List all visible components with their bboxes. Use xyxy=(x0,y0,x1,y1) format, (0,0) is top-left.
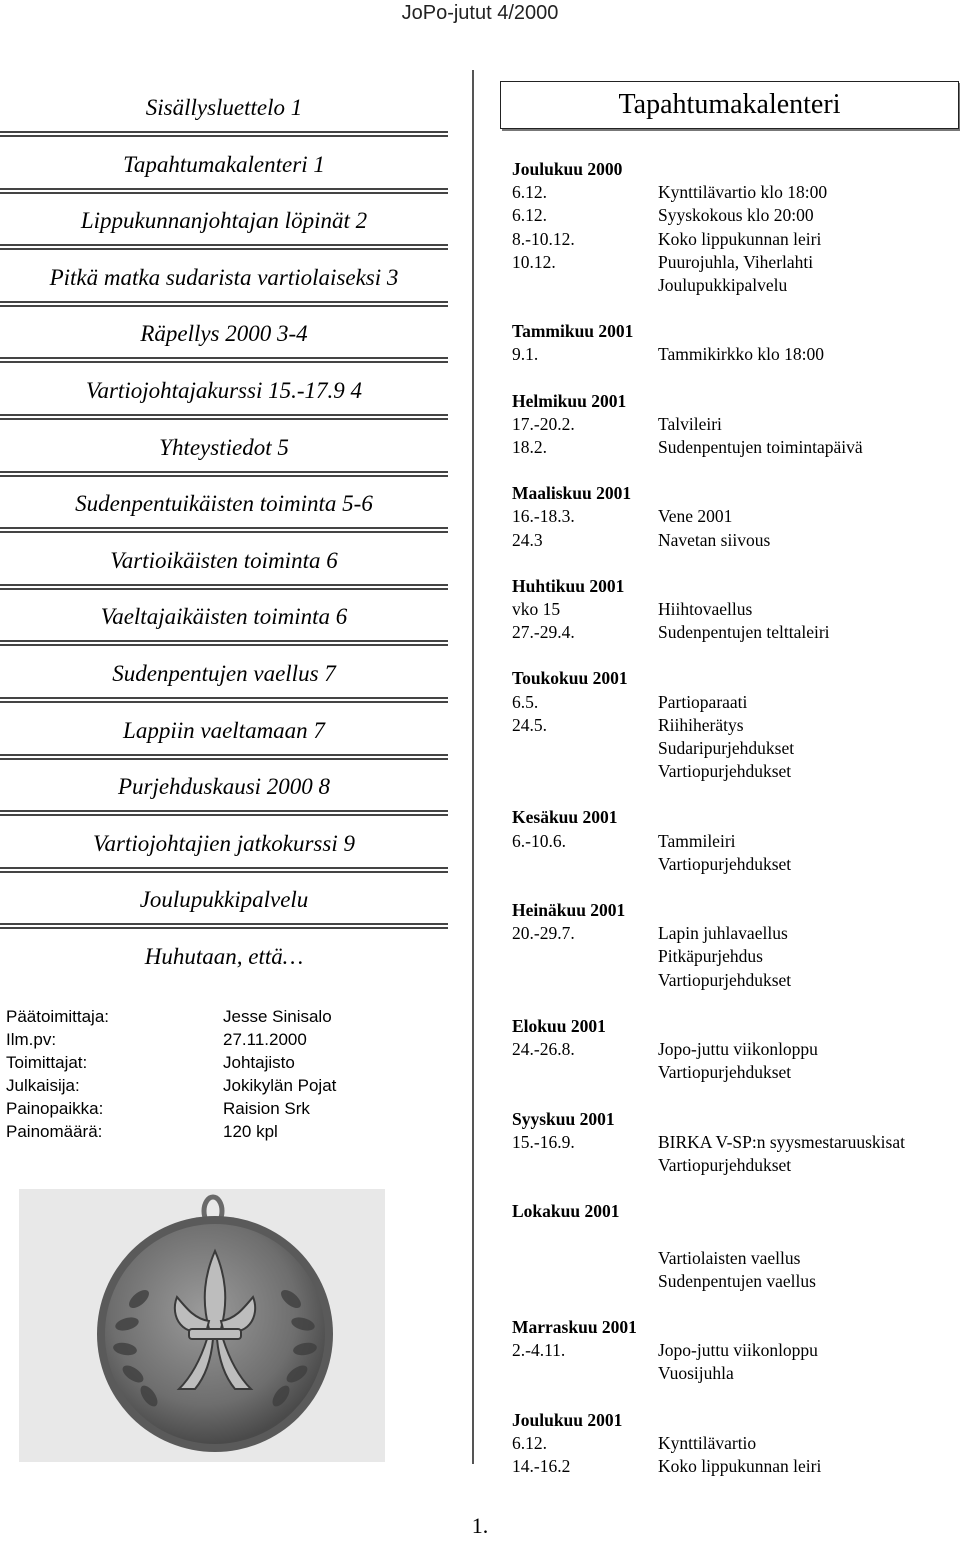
event-row xyxy=(512,274,958,297)
event-name: Vene 2001 xyxy=(658,506,733,527)
event-row xyxy=(512,1131,958,1154)
event-date: vko 15 xyxy=(512,599,561,620)
event-name: Hiihtovaellus xyxy=(658,599,753,620)
month-heading: Heinäkuu 2001 xyxy=(512,900,626,921)
toc-entry: Huhutaan, että… xyxy=(144,944,304,969)
event-name: Navetan siivous xyxy=(658,529,771,550)
event-name: Jopo-juttu viikonloppu xyxy=(658,1039,818,1060)
toc-divider xyxy=(0,867,448,873)
imprint-row xyxy=(6,1028,446,1051)
event-date: 14.-16.2 xyxy=(512,1455,571,1476)
toc-divider xyxy=(0,640,448,646)
month-heading: Maaliskuu 2001 xyxy=(512,483,632,504)
month-heading: Toukokuu 2001 xyxy=(512,668,628,689)
month-block xyxy=(512,575,958,645)
event-row xyxy=(512,204,958,227)
event-date: 18.2. xyxy=(512,437,547,458)
event-name: Kynttilävartio xyxy=(658,1432,757,1453)
toc-divider xyxy=(0,188,448,194)
column-divider xyxy=(472,70,474,1464)
event-name: Vartiopurjehdukset xyxy=(658,853,792,874)
page-number: 1. xyxy=(471,1513,489,1538)
event-row xyxy=(512,529,958,552)
event-row xyxy=(512,181,958,204)
event-name xyxy=(658,1223,958,1246)
month-block xyxy=(512,158,958,297)
toc-divider xyxy=(0,131,448,137)
event-date xyxy=(512,1362,658,1385)
event-name: Partioparaati xyxy=(658,691,748,712)
month-heading: Elokuu 2001 xyxy=(512,1015,606,1036)
event-row xyxy=(512,853,958,876)
event-name: Vartiopurjehdukset xyxy=(658,1154,792,1175)
event-name: Lapin juhlavaellus xyxy=(658,923,788,944)
event-name: Jopo-juttu viikonloppu xyxy=(658,1340,818,1361)
event-name: BIRKA V-SP:n syysmestaruuskisat xyxy=(658,1131,905,1152)
event-date xyxy=(512,969,658,992)
event-row xyxy=(512,1270,958,1293)
event-date xyxy=(512,945,658,968)
imprint-value: Jokikylän Pojat xyxy=(223,1076,337,1095)
page-header: JoPo-jutut 4/2000 xyxy=(401,2,559,24)
event-name: Talvileiri xyxy=(658,413,722,434)
event-date: 2.-4.11. xyxy=(512,1340,566,1361)
event-row xyxy=(512,621,958,644)
imprint-value: 27.11.2000 xyxy=(223,1030,307,1049)
toc-entry: Joulupukkipalvelu xyxy=(139,887,309,913)
event-date xyxy=(512,274,658,297)
event-date: 6.5. xyxy=(512,691,539,712)
event-row xyxy=(512,505,958,528)
toc-entry: Vartiojohtajakurssi 15.-17.9 4 xyxy=(85,378,362,403)
toc-entry: Vartioikäisten toiminta 6 xyxy=(110,547,338,573)
month-block xyxy=(512,899,958,992)
event-row xyxy=(512,969,958,992)
imprint-label: Painopaikka: xyxy=(6,1099,104,1118)
toc-entry: Vaeltajaikäisten toiminta 6 xyxy=(100,604,348,630)
imprint-label: Ilm.pv: xyxy=(6,1030,57,1049)
imprint-label: Julkaisija: xyxy=(6,1076,80,1095)
event-name: Koko lippukunnan leiri xyxy=(658,228,822,249)
event-date: 8.-10.12. xyxy=(512,228,575,249)
event-name: Vartiopurjehdukset xyxy=(658,1062,792,1083)
event-date: 16.-18.3. xyxy=(512,506,575,527)
month-block xyxy=(512,1409,958,1479)
toc-divider xyxy=(0,357,448,363)
imprint xyxy=(6,1005,446,1143)
toc-entry: Tapahtumakalenteri 1 xyxy=(123,151,325,177)
event-row xyxy=(512,1362,958,1385)
imprint-value: Johtajisto xyxy=(223,1053,295,1072)
event-row xyxy=(512,737,958,760)
toc-divider xyxy=(0,584,448,590)
imprint-value: Raision Srk xyxy=(223,1099,310,1118)
event-name: Koko lippukunnan leiri xyxy=(658,1455,822,1476)
toc-entry: Yhteystiedot 5 xyxy=(159,434,289,460)
event-row xyxy=(512,1038,958,1061)
event-row xyxy=(512,598,958,621)
imprint-label: Painomäärä: xyxy=(6,1122,103,1141)
imprint-value: Jesse Sinisalo xyxy=(223,1007,332,1026)
month-block xyxy=(512,1015,958,1085)
medal-photo xyxy=(19,1189,385,1462)
event-name: Sudenpentujen telttaleiri xyxy=(658,622,830,643)
event-row xyxy=(512,251,958,274)
event-date: 20.-29.7. xyxy=(512,923,575,944)
month-block xyxy=(512,1316,958,1386)
month-heading: Marraskuu 2001 xyxy=(512,1316,637,1337)
imprint-row xyxy=(6,1005,446,1028)
event-name: Vartiolaisten vaellus xyxy=(658,1247,801,1268)
event-name: Kynttilävartio klo 18:00 xyxy=(658,182,828,203)
month-heading: Helmikuu 2001 xyxy=(512,390,627,411)
event-date: 17.-20.2. xyxy=(512,413,575,434)
month-heading: Kesäkuu 2001 xyxy=(512,807,618,828)
month-heading: Huhtikuu 2001 xyxy=(512,575,625,596)
event-date: 24.3 xyxy=(512,529,543,550)
event-date: 15.-16.9. xyxy=(512,1131,575,1152)
event-date: 24.-26.8. xyxy=(512,1039,575,1060)
event-row xyxy=(512,1223,958,1246)
imprint-row xyxy=(6,1051,446,1074)
toc-entry: Purjehduskausi 2000 8 xyxy=(117,774,331,800)
event-row xyxy=(512,1247,958,1270)
toc-divider xyxy=(0,754,448,760)
toc-entry: Lippukunnanjohtajan löpinät 2 xyxy=(80,208,368,234)
month-heading: Joulukuu 2001 xyxy=(512,1409,623,1430)
event-name: Joulupukkipalvelu xyxy=(658,275,788,296)
event-name: Tammikirkko klo 18:00 xyxy=(658,344,824,365)
event-row xyxy=(512,413,958,436)
event-name: Sudenpentujen toimintapäivä xyxy=(658,437,863,458)
imprint-value: 120 kpl xyxy=(223,1122,278,1141)
event-name: Tammileiri xyxy=(658,830,736,851)
event-row xyxy=(512,830,958,853)
toc-divider xyxy=(0,414,448,420)
event-date xyxy=(512,1061,658,1084)
toc-entry: Räpellys 2000 3-4 xyxy=(140,321,308,347)
imprint-label: Toimittajat: xyxy=(6,1053,88,1072)
toc-divider xyxy=(0,697,448,703)
event-date xyxy=(512,737,658,760)
month-block xyxy=(512,667,958,783)
month-heading: Lokakuu 2001 xyxy=(512,1201,620,1222)
month-block xyxy=(512,320,958,366)
event-date xyxy=(512,1223,658,1246)
event-name: Vuosijuhla xyxy=(658,1363,734,1384)
event-name: Riihiherätys xyxy=(658,714,744,735)
imprint-row xyxy=(6,1120,446,1143)
month-block xyxy=(512,1200,958,1293)
toc-entry: Sudenpentujen vaellus 7 xyxy=(112,661,336,686)
event-date xyxy=(512,1270,658,1293)
event-row xyxy=(512,922,958,945)
month-heading: Syyskuu 2001 xyxy=(512,1108,615,1129)
toc-divider xyxy=(0,810,448,816)
event-row xyxy=(512,436,958,459)
event-date: 6.12. xyxy=(512,205,547,226)
month-block xyxy=(512,806,958,876)
event-row xyxy=(512,1339,958,1362)
event-row xyxy=(512,1455,958,1478)
event-name: Puurojuhla, Viherlahti xyxy=(658,251,814,272)
event-name: Vartiopurjehdukset xyxy=(658,969,792,990)
event-row xyxy=(512,714,958,737)
toc-divider xyxy=(0,527,448,533)
month-block xyxy=(512,390,958,460)
event-name: Syyskokous klo 20:00 xyxy=(658,205,814,226)
event-date xyxy=(512,1154,658,1177)
month-heading: Joulukuu 2000 xyxy=(512,159,623,179)
toc-divider xyxy=(0,923,448,929)
event-date xyxy=(512,1247,658,1270)
month-block xyxy=(512,482,958,552)
event-row xyxy=(512,691,958,714)
event-date: 6.12. xyxy=(512,1432,547,1453)
event-name: Sudaripurjehdukset xyxy=(658,738,795,759)
toc-divider xyxy=(0,301,448,307)
event-date xyxy=(512,853,658,876)
calendar-title: Tapahtumakalenteri xyxy=(500,81,959,129)
event-date: 27.-29.4. xyxy=(512,622,575,643)
event-row xyxy=(512,1154,958,1177)
toc-entry: Pitkä matka sudarista vartiolaiseksi 3 xyxy=(49,264,399,290)
toc-entry: Sudenpentuikäisten toiminta 5-6 xyxy=(75,491,373,517)
toc-entry: Sisällysluettelo 1 xyxy=(145,95,303,120)
month-heading: Tammikuu 2001 xyxy=(512,321,634,342)
event-calendar xyxy=(512,158,958,1501)
event-name: Vartiopurjehdukset xyxy=(658,761,792,782)
event-row xyxy=(512,228,958,251)
event-date xyxy=(512,760,658,783)
event-date: 6.12. xyxy=(512,182,547,203)
event-row xyxy=(512,1061,958,1084)
event-name: Sudenpentujen vaellus xyxy=(658,1270,816,1291)
toc-entry: Lappiin vaeltamaan 7 xyxy=(123,717,325,743)
toc-entry: Vartiojohtajien jatkokurssi 9 xyxy=(93,830,355,856)
event-name: Pitkäpurjehdus xyxy=(658,946,763,967)
toc-divider xyxy=(0,471,448,477)
event-row xyxy=(512,1432,958,1455)
scout-medal-icon xyxy=(19,1189,385,1462)
event-date: 24.5. xyxy=(512,714,547,735)
event-date: 9.1. xyxy=(512,344,539,365)
event-row xyxy=(512,760,958,783)
event-date: 6.-10.6. xyxy=(512,830,566,851)
imprint-row xyxy=(6,1074,446,1097)
toc-divider xyxy=(0,244,448,250)
imprint-row xyxy=(6,1097,446,1120)
month-block xyxy=(512,1108,958,1178)
imprint-label: Päätoimittaja: xyxy=(6,1007,109,1026)
event-row xyxy=(512,343,958,366)
event-date: 10.12. xyxy=(512,251,556,272)
event-row xyxy=(512,945,958,968)
